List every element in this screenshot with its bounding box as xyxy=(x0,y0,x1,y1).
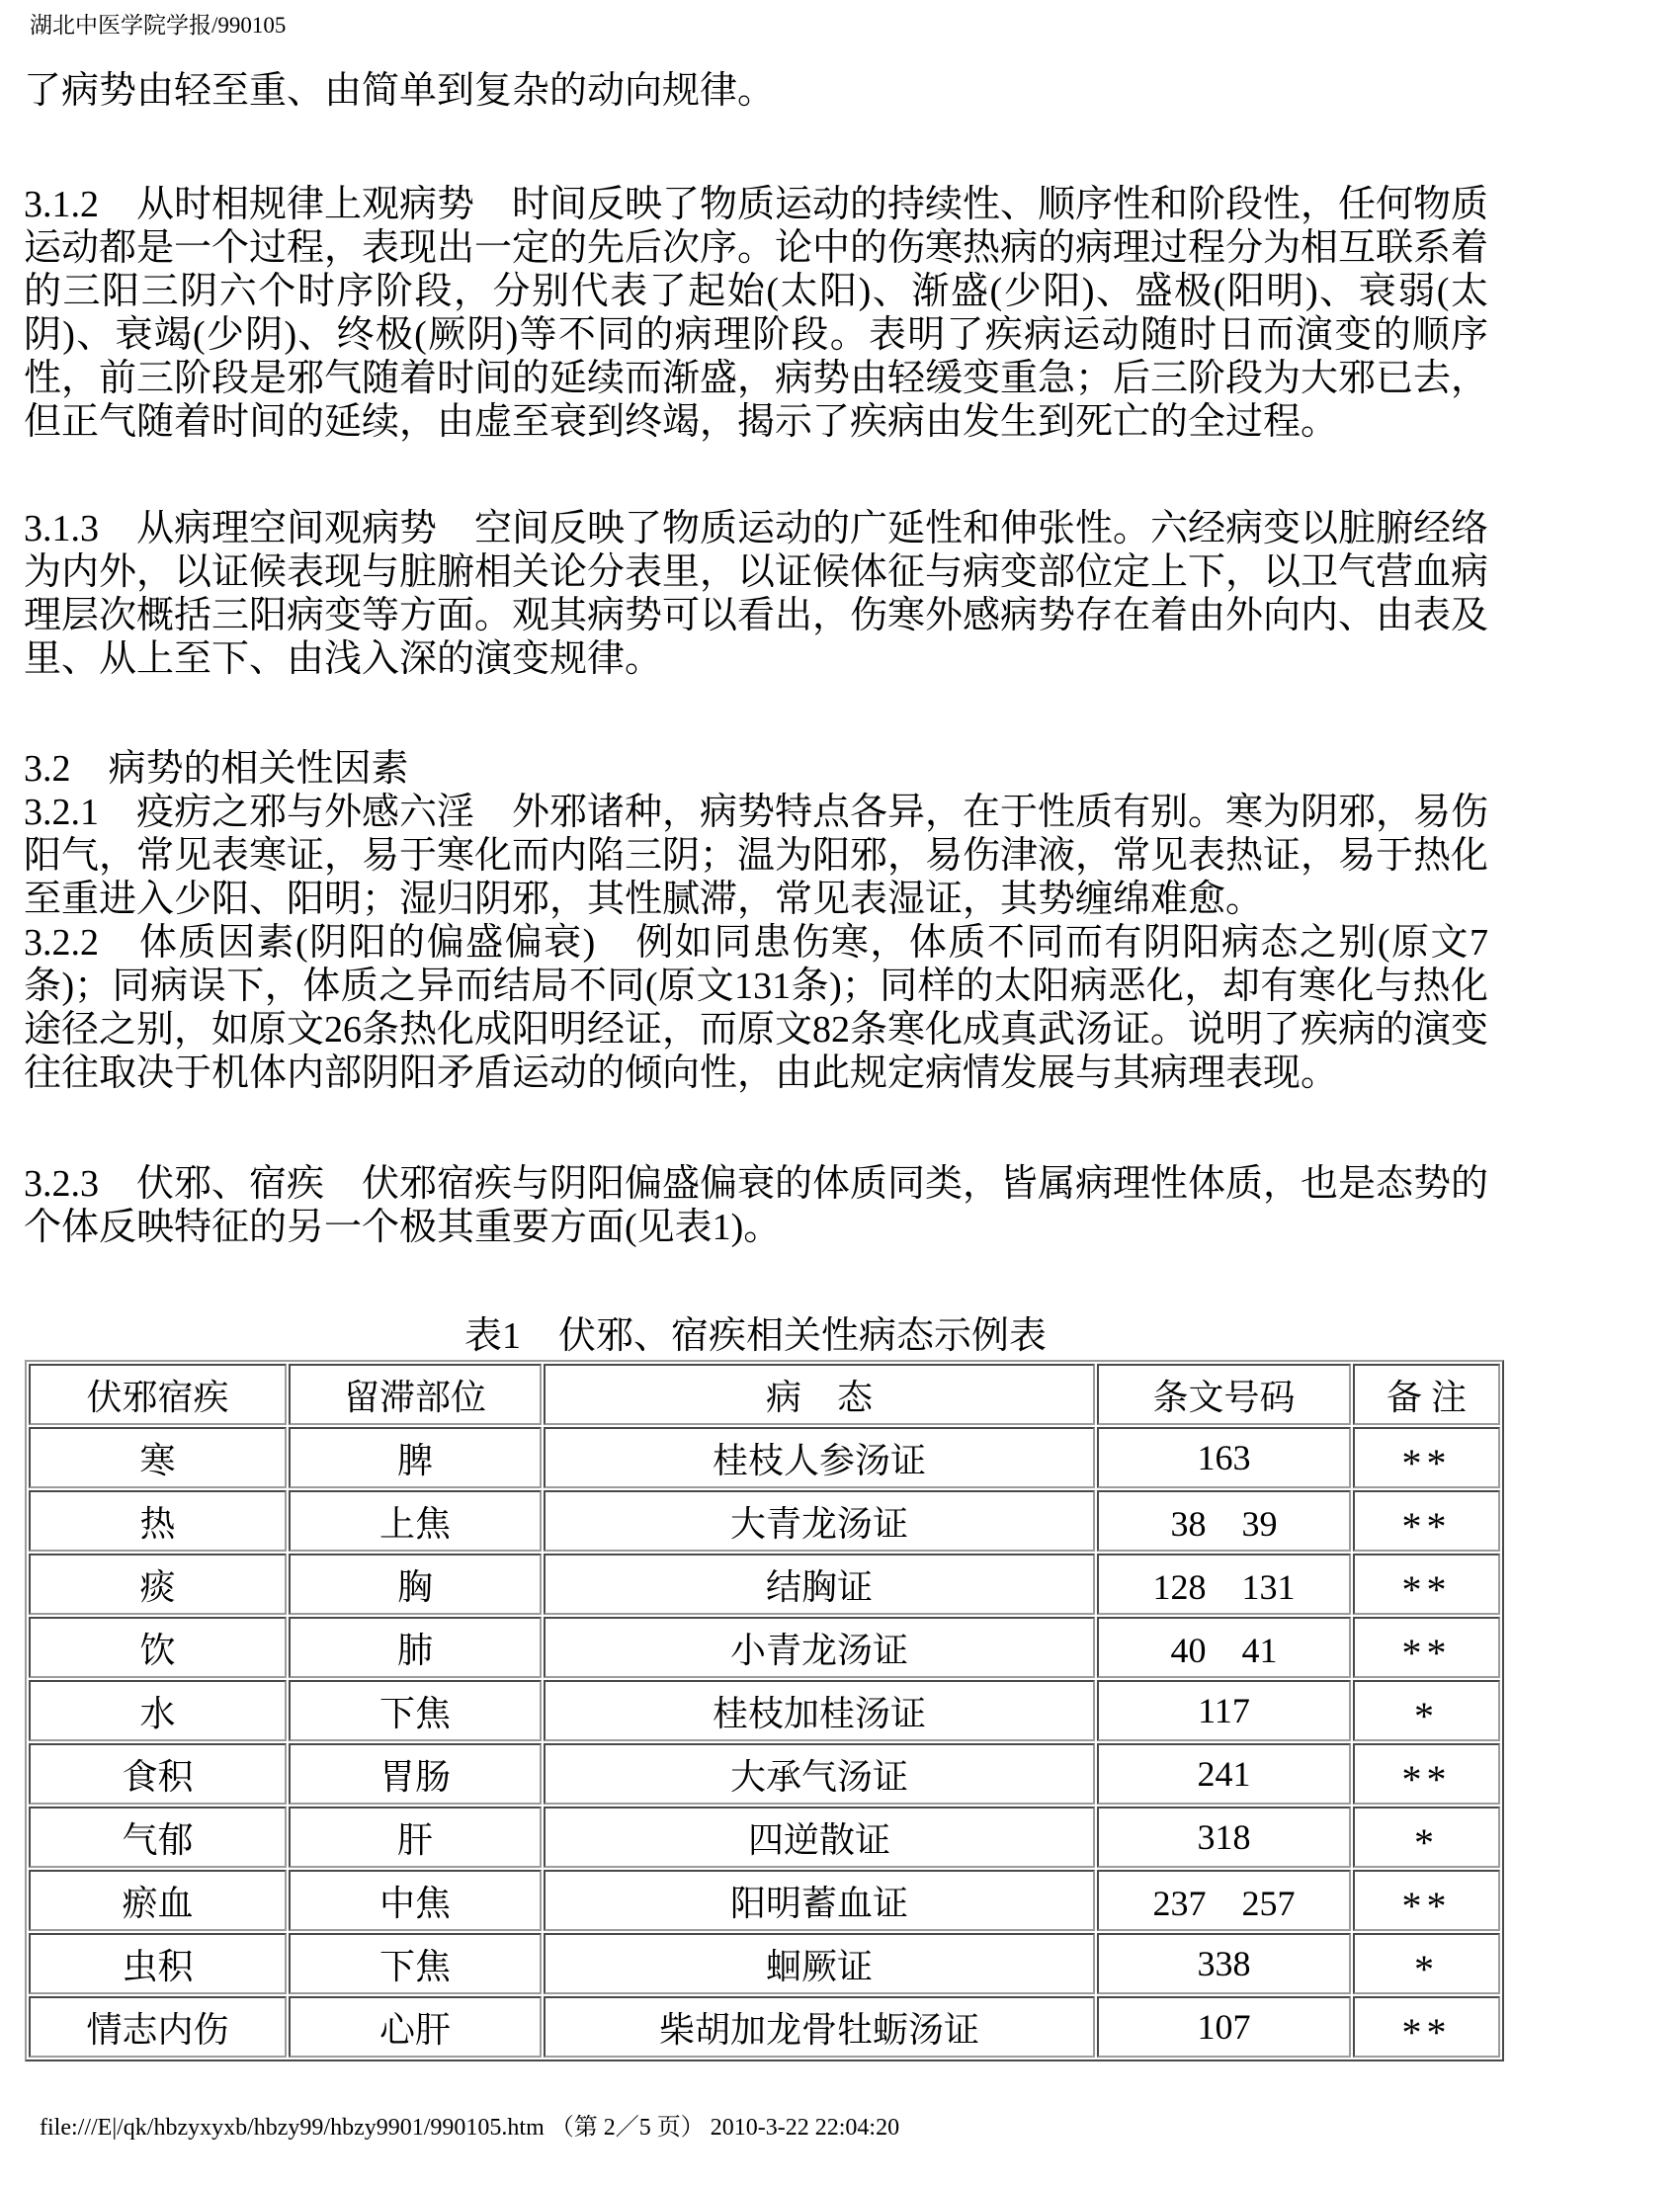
table-cell: 寒 xyxy=(29,1427,287,1488)
table-cell: 心肝 xyxy=(289,1996,542,2058)
table-cell: 肝 xyxy=(289,1807,542,1868)
table-cell: ** xyxy=(1353,1996,1500,2058)
table-row xyxy=(29,1996,1500,2058)
file-path-footer: file:///E|/qk/hbzyxyxb/hbzy99/hbzy9901/990105.htm （第 2／5 页） 2010-3-22 22:04:20 xyxy=(40,2115,900,2141)
table-cell: 桂枝加桂汤证 xyxy=(544,1680,1095,1741)
paragraph-3-2-2: 3.2.2 体质因素(阴阳的偏盛偏衰) 例如同患伤寒，体质不同而有阴阳病态之别(原文7条)；同病误下，体质之异而结局不同(原文131条)；同样的太阳病恶化，却有寒化与热化途径之别，如原文26条热化成阳明经证，而原文82条寒化成真武汤证。说明了疾病的演变往往取决于机体内部阴阳矛盾运动的倾向性，由此规定病情发展与其病理表现。 xyxy=(24,922,1489,1094)
table-cell: 小青龙汤证 xyxy=(544,1617,1095,1678)
table-cell: 肺 xyxy=(289,1617,542,1678)
table-cell: 蛔厥证 xyxy=(544,1933,1095,1994)
column-header: 备 注 xyxy=(1353,1364,1500,1425)
table-cell: 情志内伤 xyxy=(29,1996,287,2058)
table-row xyxy=(29,1933,1500,1994)
table-cell: 163 xyxy=(1097,1427,1351,1488)
section-heading-3-2: 3.2 病势的相关性因素 xyxy=(24,748,409,790)
paragraph-3-1-3: 3.1.3 从病理空间观病势 空间反映了物质运动的广延性和伸张性。六经病变以脏腑经络为内外，以证候表现与脏腑相关论分表里，以证候体征与病变部位定上下，以卫气营血病理层次概括三阳病变等方面。观其病势可以看出，伤寒外感病势存在着由外向内、由表及里、从上至下、由浅入深的演变规律。 xyxy=(24,508,1489,680)
paragraph-3-2-3: 3.2.3 伏邪、宿疾 伏邪宿疾与阴阳偏盛偏衰的体质同类，皆属病理性体质，也是态势的个体反映特征的另一个极其重要方面(见表1)。 xyxy=(24,1163,1489,1248)
table-cell: 117 xyxy=(1097,1680,1351,1741)
table-row xyxy=(29,1680,1500,1741)
table-cell: 38 39 xyxy=(1097,1490,1351,1552)
table-cell: ** xyxy=(1353,1427,1500,1488)
table-cell: 饮 xyxy=(29,1617,287,1678)
table-cell: 下焦 xyxy=(289,1680,542,1741)
table-cell: 阳明蓄血证 xyxy=(544,1870,1095,1931)
table-cell: 热 xyxy=(29,1490,287,1552)
table-cell: * xyxy=(1353,1933,1500,1994)
table-row xyxy=(29,1427,1500,1488)
table-cell: ** xyxy=(1353,1617,1500,1678)
table-row xyxy=(29,1554,1500,1615)
table-cell: 结胸证 xyxy=(544,1554,1095,1615)
column-header: 伏邪宿疾 xyxy=(29,1364,287,1425)
table-header-row xyxy=(29,1364,1500,1425)
table-cell: 大承气汤证 xyxy=(544,1743,1095,1805)
table-cell: * xyxy=(1353,1680,1500,1741)
table-cell: 虫积 xyxy=(29,1933,287,1994)
table-cell: 237 257 xyxy=(1097,1870,1351,1931)
table-cell: ** xyxy=(1353,1554,1500,1615)
table-cell: 痰 xyxy=(29,1554,287,1615)
document-body xyxy=(0,69,1488,2061)
table-row xyxy=(29,1490,1500,1552)
column-header: 病 态 xyxy=(544,1364,1095,1425)
journal-header: 湖北中医学院学报/990105 xyxy=(30,13,287,38)
table-cell: ** xyxy=(1353,1490,1500,1552)
table-cell: 大青龙汤证 xyxy=(544,1490,1095,1552)
table-cell: 桂枝人参汤证 xyxy=(544,1427,1095,1488)
table-cell: 下焦 xyxy=(289,1933,542,1994)
table-cell: 气郁 xyxy=(29,1807,287,1868)
table-caption: 表1 伏邪、宿疾相关性病态示例表 xyxy=(463,1315,1047,1357)
table-cell: 脾 xyxy=(289,1427,542,1488)
table-cell: 40 41 xyxy=(1097,1617,1351,1678)
table-cell: 胸 xyxy=(289,1554,542,1615)
table-cell: 柴胡加龙骨牡蛎汤证 xyxy=(544,1996,1095,2058)
table-row xyxy=(29,1807,1500,1868)
table-cell: 瘀血 xyxy=(29,1870,287,1931)
table-cell: * xyxy=(1353,1807,1500,1868)
table-cell: 四逆散证 xyxy=(544,1807,1095,1868)
table-cell: 中焦 xyxy=(289,1870,542,1931)
table-cell: 胃肠 xyxy=(289,1743,542,1805)
table-cell: 上焦 xyxy=(289,1490,542,1552)
table-cell: 食积 xyxy=(29,1743,287,1805)
table-row xyxy=(29,1617,1500,1678)
column-header: 条文号码 xyxy=(1097,1364,1351,1425)
table-cell: 318 xyxy=(1097,1807,1351,1868)
table-cell: 241 xyxy=(1097,1743,1351,1805)
table-row xyxy=(29,1743,1500,1805)
table-cell: 水 xyxy=(29,1680,287,1741)
table-cell: 338 xyxy=(1097,1933,1351,1994)
paragraph-3-2-1: 3.2.1 疫疠之邪与外感六淫 外邪诸种，病势特点各异，在于性质有别。寒为阴邪，易伤阳气，常见表寒证，易于寒化而内陷三阴；温为阳邪，易伤津液，常见表热证，易于热化至重进入少阳、阳明；湿归阴邪，其性腻滞，常见表湿证，其势缠绵难愈。 xyxy=(24,792,1489,920)
column-header: 留滞部位 xyxy=(289,1364,542,1425)
table-cell: ** xyxy=(1353,1870,1500,1931)
table-cell: ** xyxy=(1353,1743,1500,1805)
table-cell: 107 xyxy=(1097,1996,1351,2058)
table-row xyxy=(29,1870,1500,1931)
table-cell: 128 131 xyxy=(1097,1554,1351,1615)
paragraph-3-1-2: 3.1.2 从时相规律上观病势 时间反映了物质运动的持续性、顺序性和阶段性，任何物质运动都是一个过程，表现出一定的先后次序。论中的伤寒热病的病理过程分为相互联系着的三阳三阴六个时序阶段，分别代表了起始(太阳)、渐盛(少阳)、盛极(阳明)、衰弱(太阴)、衰竭(少阴)、终极(厥阴)等不同的病理阶段。表明了疾病运动随时日而演变的顺序性，前三阶段是邪气随着时间的延续而渐盛，病势由轻缓变重急；后三阶段为大邪已去，但正气随着时间的延续，由虚至衰到终竭，揭示了疾病由发生到死亡的全过程。 xyxy=(24,184,1489,443)
paragraph-intro: 了病势由轻至重、由简单到复杂的动向规律。 xyxy=(24,70,776,112)
data-table xyxy=(25,1360,1504,2061)
